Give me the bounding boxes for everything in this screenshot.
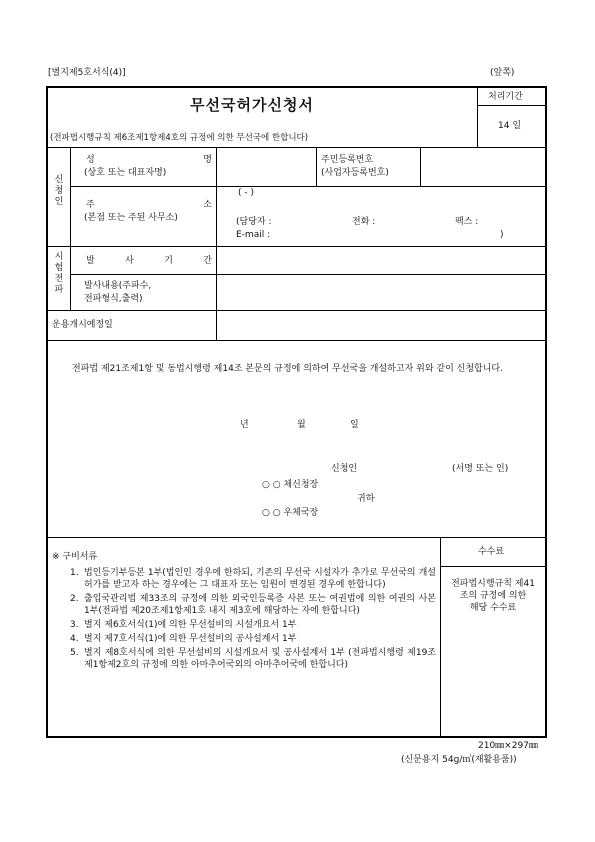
date-month: 월 bbox=[297, 420, 306, 430]
emission-content-field[interactable] bbox=[217, 275, 544, 309]
paper-size: 210㎜×297㎜ bbox=[478, 741, 538, 751]
frame-left bbox=[46, 86, 48, 738]
address-label: 주 소 bbox=[86, 200, 212, 210]
form-subtitle: (전파법시행규칙 제6조제1항제4호의 규정에 의한 무선국에 한합니다) bbox=[50, 133, 309, 143]
contact-person-label: (담당자 : bbox=[236, 217, 272, 227]
emission-content-label-sub: 전파형식,출력) bbox=[84, 294, 143, 304]
operation-start-label: 운용개시예정일 bbox=[52, 320, 113, 330]
processing-label: 처리기간 bbox=[488, 92, 523, 102]
frame-top bbox=[46, 86, 547, 88]
list-item: 1. 법인등기부등본 1부(법인인 경우에 한하되, 기존의 무선국 시설자가 추가로 무선국의 개설허가를 받고자 하는 경우에는 그 대표자 또는 임원이 변경된 경우에 한합니다) bbox=[70, 568, 436, 590]
recipient-commissioner: ○ ○ 체신청장 bbox=[262, 480, 319, 490]
frame-bottom bbox=[46, 736, 547, 738]
test-radio-section-label: 시 험 전 파 bbox=[54, 252, 64, 295]
rrn-label: 주민등록번호 bbox=[321, 155, 374, 165]
name-label-sub: (상호 또는 대표자명) bbox=[84, 168, 167, 178]
page-side: (앞쪽) bbox=[490, 68, 515, 78]
name-label: 성 명 bbox=[86, 155, 212, 165]
emission-content-label: 발사내용(주파수, bbox=[84, 281, 152, 291]
signature-field[interactable]: (서명 또는 인) bbox=[452, 464, 509, 474]
applicant-label: 신청인 bbox=[331, 464, 358, 474]
address-label-sub: (본점 또는 주된 사무소) bbox=[84, 213, 178, 223]
date-year: 년 bbox=[240, 420, 249, 430]
operation-start-field[interactable] bbox=[217, 311, 544, 339]
list-item: 5. 별지 제8호서식에 의한 무선설비의 시설개요서 및 공사설계서 1부 (전파법시행령 제19조제1항제2호의 규정에 의한 아마추어국외의 아마추어국에 한합니다) bbox=[70, 648, 436, 670]
paper-spec: (신문용지 54g/㎡(재활용품)) bbox=[401, 755, 517, 765]
list-item: 3. 별지 제6호서식(1)에 의한 무선설비의 시설개요서 1부 bbox=[70, 620, 297, 630]
documents-heading: ※ 구비서류 bbox=[52, 552, 98, 562]
date-day: 일 bbox=[350, 420, 359, 430]
rrn-field[interactable] bbox=[421, 148, 544, 185]
list-item: 2. 출입국관리법 제33조의 규정에 의한 외국인등록증 사본 또는 여권법에 의한 여권의 사본 1부(전파법 제20조제1항제1호 내지 제3호에 해당하는 자에 한합니다) bbox=[70, 594, 436, 616]
fee-description: 전파법시행규칙 제41 조의 규정에 의한 해당 수수료 bbox=[451, 579, 535, 613]
fee-label: 수수료 bbox=[478, 547, 505, 557]
processing-value: 14 일 bbox=[498, 121, 522, 131]
frame-right bbox=[545, 86, 547, 738]
application-statement: 전파법 제21조제1항 및 동법시행령 제14조 본문의 규정에 의하여 무선국을 개설하고자 위와 같이 신청합니다. bbox=[72, 364, 503, 374]
email-label: E-mail : bbox=[236, 230, 271, 240]
recipient-postmaster: ○ ○ 우체국장 bbox=[262, 508, 319, 518]
emission-period-field[interactable] bbox=[217, 247, 544, 273]
rrn-label-sub: (사업자등록번호) bbox=[321, 168, 389, 178]
documents-list bbox=[70, 567, 436, 671]
emission-period-label: 발 사 기 간 bbox=[86, 256, 212, 266]
list-item: 4. 별지 제7호서식(1)에 의한 무선설비의 공사설계서 1부 bbox=[70, 634, 297, 644]
fax-label: 팩스 : bbox=[455, 217, 479, 227]
applicant-section-label: 신 청 인 bbox=[54, 175, 64, 207]
recipient-honorific: 귀하 bbox=[357, 494, 375, 504]
postal-code-field[interactable]: ( - ) bbox=[238, 188, 254, 198]
phone-label: 전화 : bbox=[352, 217, 376, 227]
form-number: [별지제5호서식(4)] bbox=[48, 68, 126, 78]
name-field[interactable] bbox=[217, 148, 315, 185]
form-title: 무선국허가신청서 bbox=[190, 96, 314, 114]
email-close: ) bbox=[500, 230, 504, 240]
